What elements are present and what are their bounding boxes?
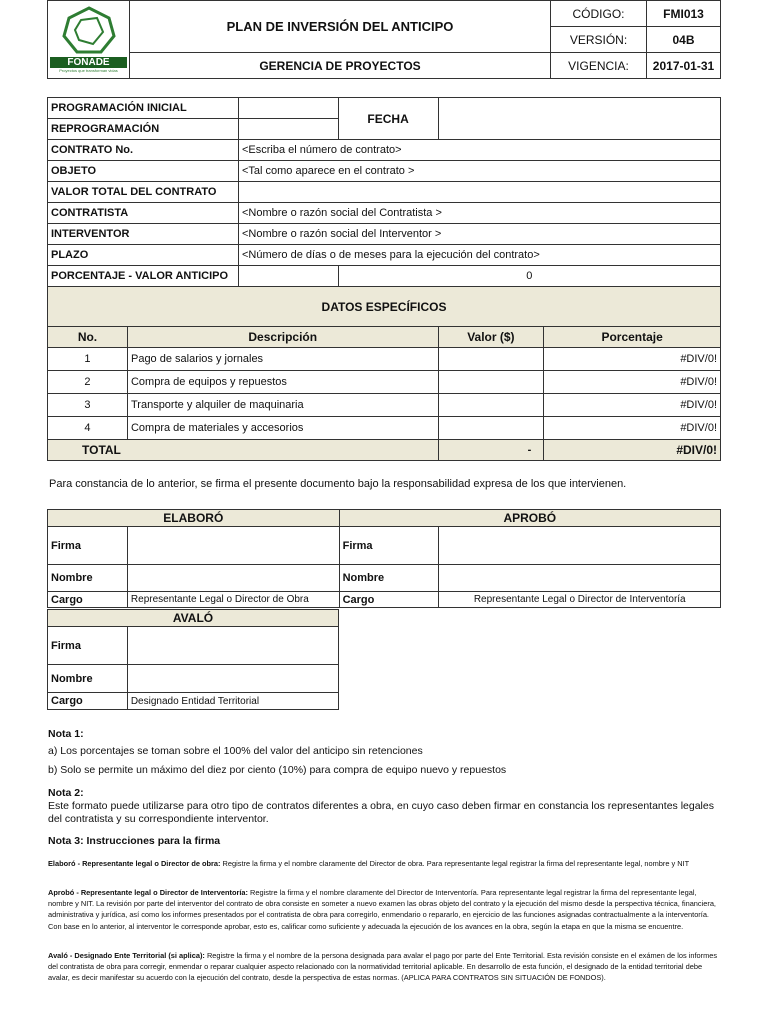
vigencia-label: VIGENCIA: <box>551 53 647 79</box>
nota1-a: a) Los porcentajes se toman sobre el 100% del valor del anticipo sin retenciones <box>48 745 423 758</box>
instruccion-aprobo <box>48 887 720 931</box>
fecha-label: FECHA <box>338 98 438 140</box>
row-valor[interactable] <box>438 371 544 394</box>
avalo-cargo-field: Designado Entidad Territorial <box>127 693 338 710</box>
row-desc: Pago de salarios y jornales <box>127 348 438 371</box>
interventor-field[interactable]: <Nombre o razón social del Interventor > <box>238 224 720 245</box>
row-no: 3 <box>48 394 128 417</box>
row-desc: Compra de materiales y accesorios <box>127 417 438 440</box>
instruccion-aprobo-text: Registre la firma y el nombre claramente del Director de Interventoría. Para representante legal registrar la firma del representante legal, nombre y NIT. La revisión por parte del interventor del contrato de obra consiste en someter a nuevo examen las obras objeto del contrato y la ejecución del mismo desde la perspectiva técnica, financiera, administrativa y jurídica, así como los informes presentados por el contratista de obra para corregirlo, enmendario o repararlo, en ejercicio de las funciones asignadas contractualmente a la interventoría. Con base en lo anterior, al interventor le corresponde aprobar, esto es, calificar como suficiente y adecuada la ejecución de los avances en la obra, según la etapa en que la misma se encuentre. <box>48 888 716 931</box>
avalo-title: AVALÓ <box>48 610 339 627</box>
contrato-label: CONTRATO No. <box>48 140 239 161</box>
elaboro-cargo-label: Cargo <box>48 592 128 608</box>
datos-especificos-title: DATOS ESPECÍFICOS <box>48 287 721 327</box>
avalo-nombre-label: Nombre <box>48 665 128 693</box>
avalo-table <box>47 609 339 710</box>
aprobo-cargo-field: Representante Legal o Director de Interventoría <box>439 592 721 608</box>
row-valor[interactable] <box>438 394 544 417</box>
instruccion-avalo-title: Avaló - Designado Ente Territorial (si aplica): <box>48 950 205 960</box>
contratista-label: CONTRATISTA <box>48 203 239 224</box>
document-header <box>47 0 721 79</box>
row-no: 4 <box>48 417 128 440</box>
instruccion-elaboro-title: Elaboró - Representante legal o Director de obra: <box>48 859 221 869</box>
col-no-header: No. <box>48 327 128 348</box>
logo-tagline: Proyectos que transforman vidas <box>59 68 118 73</box>
instruccion-aprobo-title: Aprobó - Representante legal o Director de Interventoría: <box>48 888 248 898</box>
notes-section <box>48 727 720 983</box>
nota3-title: Nota 3: Instrucciones para la firma <box>48 834 221 847</box>
instruccion-avalo-text: Registre la firma y el nombre de la persona designada para avalar el pago por parte del Ente Territorial. Esta revisión consiste en el exámen de los informes del contratista de obra para corregir, enmendar o reparar cualquier aspecto relacionado con la normatividad territorial aplicable. En desarrollo de esta función, el designado de la entidad territorial debe avalar, es decir manifestar su acuerdo con la ejecución del contrato, desde la perspectiva de estas normas. (APLICA PARA CONTRATOS SIN SITUACIÓN DE FONDOS). <box>48 950 718 982</box>
row-pct: #DIV/0! <box>544 394 721 417</box>
page-subtitle: GERENCIA DE PROYECTOS <box>130 53 551 79</box>
valor-total-field[interactable] <box>238 182 720 203</box>
valor-anticipo-field[interactable]: 0 <box>338 266 720 287</box>
col-pct-header: Porcentaje <box>544 327 721 348</box>
porcentaje-field[interactable] <box>238 266 338 287</box>
logo <box>48 1 130 79</box>
nota1-b: b) Solo se permite un máximo del diez por ciento (10%) para compra de equipo nuevo y repuestos <box>48 764 507 777</box>
row-desc: Transporte y alquiler de maquinaria <box>127 394 438 417</box>
elaboro-firma-field[interactable] <box>127 527 339 565</box>
aprobo-firma-field[interactable] <box>439 527 721 565</box>
contrato-field[interactable]: <Escriba el número de contrato> <box>238 140 720 161</box>
aprobo-title: APROBÓ <box>339 510 720 527</box>
page-title: PLAN DE INVERSIÓN DEL ANTICIPO <box>130 1 551 53</box>
aprobo-cargo-label: Cargo <box>339 592 439 608</box>
reprogramacion-label: REPROGRAMACIÓN <box>48 119 239 140</box>
elaboro-nombre-field[interactable] <box>127 565 339 592</box>
contratista-field[interactable]: <Nombre o razón social del Contratista > <box>238 203 720 224</box>
elaboro-title: ELABORÓ <box>48 510 340 527</box>
avalo-firma-field[interactable] <box>127 627 338 665</box>
objeto-label: OBJETO <box>48 161 239 182</box>
col-desc-header: Descripción <box>127 327 438 348</box>
elaboro-cargo-field: Representante Legal o Director de Obra <box>127 592 339 608</box>
vigencia-value: 2017-01-31 <box>647 53 721 79</box>
row-no: 1 <box>48 348 128 371</box>
plazo-field[interactable]: <Número de días o de meses para la ejecución del contrato> <box>238 245 720 266</box>
aprobo-nombre-field[interactable] <box>439 565 721 592</box>
table-row <box>48 394 721 417</box>
total-pct: #DIV/0! <box>544 440 721 461</box>
row-desc: Compra de equipos y repuestos <box>127 371 438 394</box>
elaboro-firma-label: Firma <box>48 527 128 565</box>
constancia-paragraph: Para constancia de lo anterior, se firma el presente documento bajo la responsabilidad expresa de los que intervienen. <box>49 478 627 490</box>
instruccion-elaboro <box>48 858 720 869</box>
elaboro-nombre-label: Nombre <box>48 565 128 592</box>
table-row <box>48 417 721 440</box>
version-value: 04B <box>647 27 721 53</box>
version-label: VERSIÓN: <box>551 27 647 53</box>
row-pct: #DIV/0! <box>544 371 721 394</box>
row-pct: #DIV/0! <box>544 348 721 371</box>
fecha-field[interactable] <box>438 98 721 140</box>
instruccion-elaboro-text: Registre la firma y el nombre claramente del Director de obra. Para representante legal registrar la firma del representante legal, nombre y NIT <box>220 859 690 869</box>
total-valor: - <box>438 440 544 461</box>
codigo-value: FMI013 <box>647 1 721 27</box>
nota1-title: Nota 1: <box>48 728 84 740</box>
objeto-field[interactable]: <Tal como aparece en el contrato > <box>238 161 720 182</box>
interventor-label: INTERVENTOR <box>48 224 239 245</box>
row-valor[interactable] <box>438 348 544 371</box>
row-valor[interactable] <box>438 417 544 440</box>
fonade-logo-icon <box>59 6 119 56</box>
programacion-label: PROGRAMACIÓN INICIAL <box>48 98 239 119</box>
valor-total-label: VALOR TOTAL DEL CONTRATO <box>48 182 239 203</box>
programacion-field[interactable] <box>238 98 338 119</box>
nota2-text: Este formato puede utilizarse para otro tipo de contratos diferentes a obra, en cuyo caso deben firmar en constancia los representantes legales del contratista y su correspondiente interventor. <box>48 799 714 825</box>
col-valor-header: Valor ($) <box>438 327 544 348</box>
nota2-title: Nota 2: <box>48 786 84 799</box>
row-no: 2 <box>48 371 128 394</box>
signature-table <box>47 509 721 608</box>
porcentaje-label: PORCENTAJE - VALOR ANTICIPO <box>48 266 239 287</box>
avalo-nombre-field[interactable] <box>127 665 338 693</box>
table-row <box>48 348 721 371</box>
table-row <box>48 371 721 394</box>
reprogramacion-field[interactable] <box>238 119 338 140</box>
logo-text: FONADE <box>50 57 127 68</box>
aprobo-nombre-label: Nombre <box>339 565 439 592</box>
avalo-cargo-label: Cargo <box>48 693 128 710</box>
aprobo-firma-label: Firma <box>339 527 439 565</box>
avalo-firma-label: Firma <box>48 627 128 665</box>
codigo-label: CÓDIGO: <box>551 1 647 27</box>
total-label: TOTAL <box>48 440 439 461</box>
info-table <box>47 97 721 461</box>
instruccion-avalo <box>48 950 720 983</box>
row-pct: #DIV/0! <box>544 417 721 440</box>
plazo-label: PLAZO <box>48 245 239 266</box>
